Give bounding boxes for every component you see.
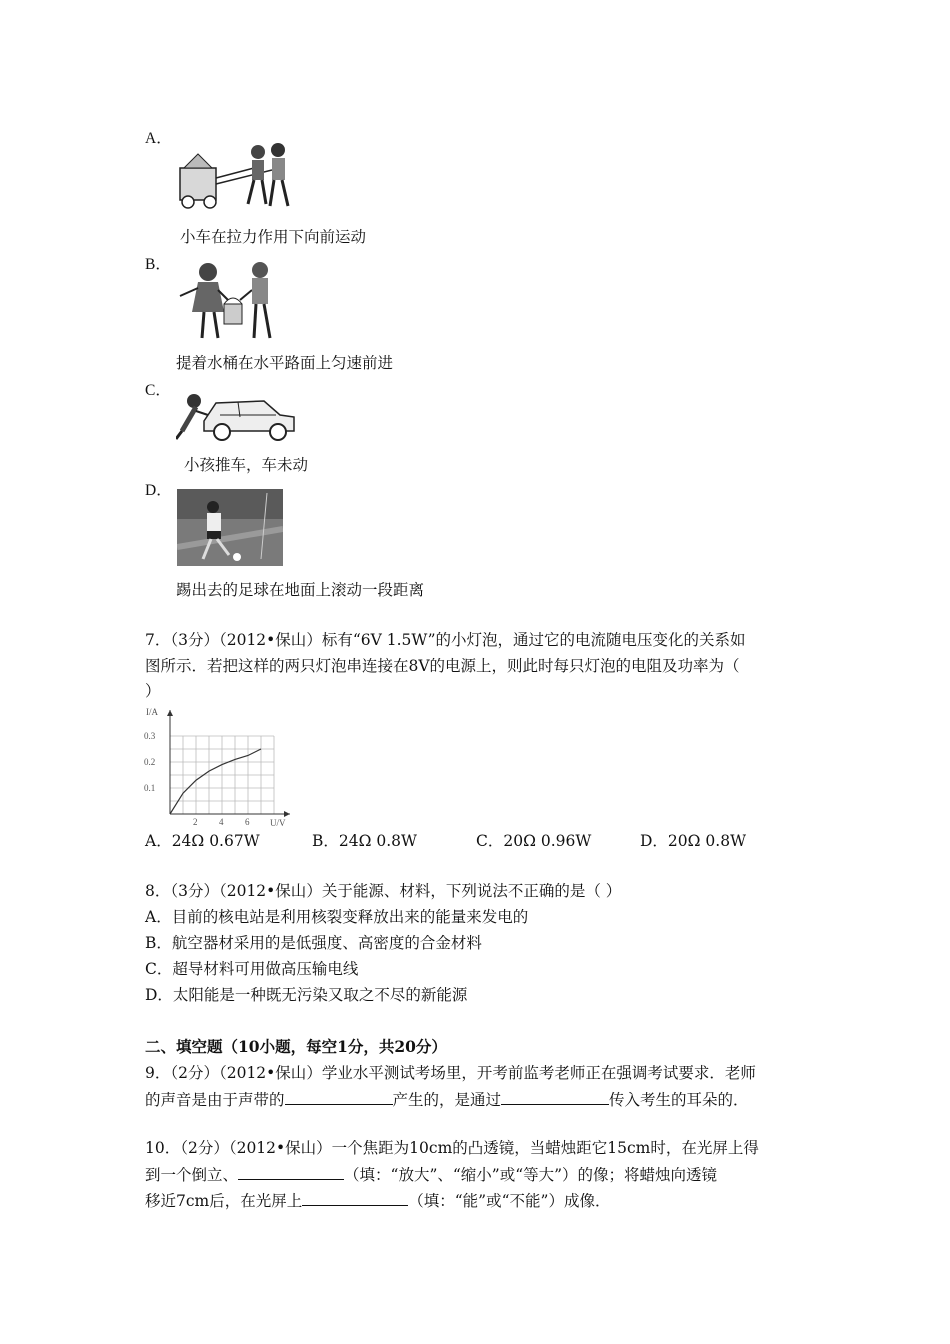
option-caption: 小孩推车，车未动: [184, 456, 309, 474]
x-axis-label: U/V: [270, 818, 286, 828]
soccer-player-photo-icon: [177, 489, 283, 566]
text-segment: （填：“放大”、“缩小”或“等大”）的像；将蜡烛向透镜: [344, 1166, 718, 1184]
chart-grid: [170, 736, 274, 814]
children-pulling-cart-icon: [176, 140, 294, 212]
option-a[interactable]: A．24Ω 0.67W: [145, 832, 260, 850]
text-segment: 到一个倒立、: [145, 1166, 239, 1184]
question-stem-line: [145, 1190, 610, 1211]
question-stem-line: 9．（2分）（2012•保山）学业水平测试考场里，开考前监考老师正在强调考试要求．老师: [145, 1064, 756, 1082]
children-carrying-bucket-icon: [176, 260, 276, 342]
option-d[interactable]: D．太阳能是一种既无污染又取之不尽的新能源: [145, 986, 468, 1004]
answer-blank[interactable]: [238, 1164, 344, 1180]
option-d[interactable]: D．20Ω 0.8W: [640, 832, 747, 850]
text-segment: （填：“能”或“不能”）成像．: [408, 1192, 611, 1210]
question-stem: 8．（3分）（2012•保山）关于能源、材料，下列说法不正确的是（ ）: [145, 882, 622, 900]
text-segment: 移近7cm后，在光屏上: [145, 1192, 303, 1210]
text-segment: 产生的，是通过: [392, 1091, 502, 1109]
question-stem-line: ）: [145, 682, 161, 700]
y-tick-label: 0.2: [144, 757, 156, 767]
question-stem-line: 10．（2分）（2012•保山）一个焦距为10cm的凸透镜，当蜡烛距它15cm时，在光屏上得: [145, 1139, 759, 1157]
option-letter: C．: [145, 382, 171, 399]
option-c[interactable]: C．超导材料可用做高压输电线: [145, 960, 359, 978]
series-line: [170, 749, 261, 814]
option-caption: 踢出去的足球在地面上滚动一段距离: [176, 581, 425, 599]
question-stem-line: 图所示．若把这样的两只灯泡串连接在8V的电源上，则此时每只灯泡的电阻及功率为（: [145, 657, 740, 675]
text-segment: 传入考生的耳朵的．: [609, 1091, 749, 1109]
question-stem-line: [145, 1089, 749, 1110]
x-tick-label: 6: [245, 817, 250, 827]
y-tick-label: 0.3: [144, 731, 156, 741]
current-voltage-chart: [140, 702, 300, 832]
answer-blank[interactable]: [285, 1089, 393, 1105]
question-stem-line: 7．（3分）（2012•保山）标有“6V 1.5W”的小灯泡，通过它的电流随电压变化的关系如: [145, 631, 746, 649]
option-b[interactable]: B．航空器材采用的是低强度、高密度的合金材料: [145, 934, 482, 952]
x-tick-label: 4: [219, 817, 224, 827]
option-c[interactable]: C．20Ω 0.96W: [476, 832, 592, 850]
question-stem-line: [145, 1164, 717, 1185]
answer-blank[interactable]: [501, 1089, 609, 1105]
y-axis-arrow: [167, 710, 173, 716]
answer-blank[interactable]: [302, 1190, 408, 1206]
x-tick-label: 2: [193, 817, 198, 827]
x-axis-arrow: [284, 811, 290, 817]
option-b[interactable]: B．24Ω 0.8W: [312, 832, 417, 850]
option-letter: A．: [145, 130, 172, 147]
y-tick-label: 0.1: [144, 783, 156, 793]
child-pushing-car-icon: [176, 385, 298, 443]
option-letter: D．: [145, 482, 172, 499]
option-letter: B．: [145, 256, 171, 273]
section-title: 二、填空题（10小题，每空1分，共20分）: [145, 1037, 447, 1056]
y-axis-label: I/A: [146, 707, 158, 717]
option-a[interactable]: A．目前的核电站是利用核裂变释放出来的能量来发电的: [145, 908, 529, 926]
option-caption: 提着水桶在水平路面上匀速前进: [176, 354, 394, 372]
option-caption: 小车在拉力作用下向前运动: [180, 228, 367, 246]
text-segment: 的声音是由于声带的: [145, 1091, 285, 1109]
